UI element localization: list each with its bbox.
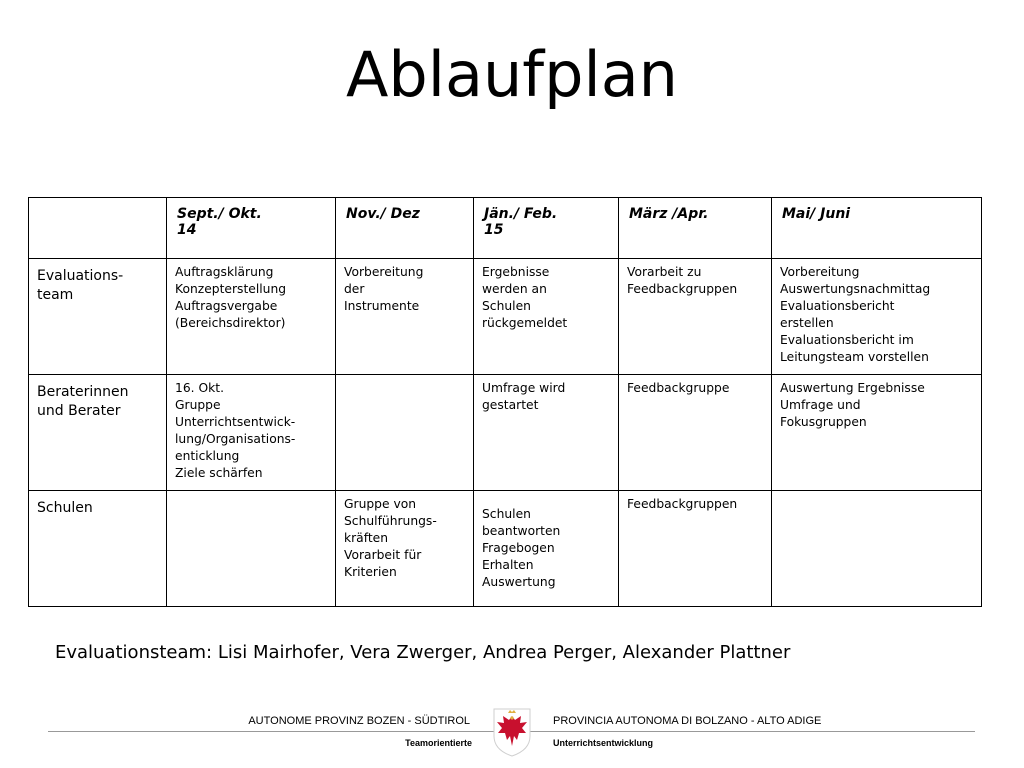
cell-schulen-nov [336, 491, 474, 607]
cell-text-line: Evaluationsbericht [780, 299, 895, 313]
cell-text-line: gestartet [482, 398, 539, 412]
cell-schulen-maerz [619, 491, 772, 607]
cell-text-line: (Bereichsdirektor) [175, 316, 286, 330]
cell-text-line: kräften [344, 531, 389, 545]
cell-text-line: Umfrage wird [482, 381, 566, 395]
cell-evaluationsteam-jan [474, 259, 619, 375]
cell-text-line: rückgemeldet [482, 316, 568, 330]
cell-text-line: Feedbackgruppe [627, 381, 730, 395]
cell-text-line: Umfrage und [780, 398, 861, 412]
cell-text-line: Beraterinnen [37, 384, 129, 400]
cell-berater-maerz [619, 375, 772, 491]
cell-text-line: Kriterien [344, 565, 397, 579]
cell-text-line: Feedbackgruppen [627, 497, 738, 511]
schedule-table [28, 197, 982, 607]
cell-spacer [482, 496, 610, 506]
page-title: Ablaufplan [346, 38, 678, 111]
cell-text-line: Nov./ Dez [346, 206, 420, 222]
cell-text-line: werden an [482, 282, 547, 296]
cell-text-line: Schulführungs- [344, 514, 437, 528]
cell-text-line: Schulen [482, 507, 531, 521]
cell-text-line: März /Apr. [629, 206, 709, 222]
cell-text-line: Auftragsvergabe [175, 299, 278, 313]
row-label-evaluationsteam [29, 259, 167, 375]
team-members-text: Evaluationsteam: Lisi Mairhofer, Vera Zwerger, Andrea Perger, Alexander Plattner [55, 642, 791, 663]
cell-text-line: Vorarbeit zu [627, 265, 702, 279]
cell-text-line: Ergebnisse [482, 265, 550, 279]
header-sept-okt [167, 198, 336, 259]
cell-evaluationsteam-nov [336, 259, 474, 375]
cell-berater-mai [772, 375, 982, 491]
table-row [29, 259, 982, 375]
cell-text-line: Schulen [37, 500, 93, 516]
cell-text-line: Vorbereitung [344, 265, 424, 279]
cell-text-line: und Berater [37, 403, 121, 419]
cell-text-line: enticklung [175, 449, 240, 463]
cell-text-line: Instrumente [344, 299, 420, 313]
cell-evaluationsteam-maerz [619, 259, 772, 375]
cell-text-line: lung/Organisations- [175, 432, 296, 446]
cell-schulen-sept [167, 491, 336, 607]
cell-text-line: beantworten [482, 524, 561, 538]
cell-text-line: Fragebogen [482, 541, 555, 555]
cell-text-line: Fokusgruppen [780, 415, 867, 429]
cell-berater-jan [474, 375, 619, 491]
footer-province-italian: PROVINCIA AUTONOMA DI BOLZANO - ALTO ADIGE [553, 715, 822, 727]
cell-text-line: Vorbereitung [780, 265, 860, 279]
cell-text-line: Erhalten [482, 558, 534, 572]
cell-text-line: Schulen [482, 299, 531, 313]
header-nov-dez [336, 198, 474, 259]
cell-text-line: Auswertungsnachmittag [780, 282, 931, 296]
table-row [29, 491, 982, 607]
cell-text-line: Auswertung Ergebnisse [780, 381, 925, 395]
cell-text-line: Unterrichtsentwick- [175, 415, 296, 429]
footer-subtitle-right: Unterrichtsentwicklung [553, 738, 654, 748]
cell-evaluationsteam-sept [167, 259, 336, 375]
table-header-row [29, 198, 982, 259]
header-mai-juni [772, 198, 982, 259]
header-maerz-apr [619, 198, 772, 259]
cell-text-line: Gruppe [175, 398, 221, 412]
cell-text-line: 15 [484, 222, 504, 238]
cell-text-line: Mai/ Juni [782, 206, 851, 222]
cell-text-line: der [344, 282, 365, 296]
cell-text-line: Vorarbeit für [344, 548, 422, 562]
row-label-schulen [29, 491, 167, 607]
cell-text-line: 14 [177, 222, 197, 238]
footer-subtitle-left: Teamorientierte [405, 738, 472, 748]
cell-text-line: Konzepterstellung [175, 282, 287, 296]
cell-text-line: Feedbackgruppen [627, 282, 738, 296]
cell-berater-nov [336, 375, 474, 491]
cell-evaluationsteam-mai [772, 259, 982, 375]
cell-text-line: Auswertung [482, 575, 556, 589]
cell-text-line: erstellen [780, 316, 834, 330]
footer-province-german: AUTONOME PROVINZ BOZEN - SÜDTIROL [248, 715, 470, 727]
cell-text-line: Sept./ Okt. [177, 206, 262, 222]
cell-schulen-jan [474, 491, 619, 607]
cell-berater-sept [167, 375, 336, 491]
header-empty [29, 198, 167, 259]
cell-text-line: Jän./ Feb. [484, 206, 558, 222]
cell-text-line: 16. Okt. [175, 381, 224, 395]
cell-text-line: Evaluationsbericht im [780, 333, 914, 347]
cell-text-line: Gruppe von [344, 497, 417, 511]
cell-text-line: Evaluations- [37, 268, 124, 284]
cell-text-line: team [37, 287, 74, 303]
eagle-emblem-icon [490, 706, 534, 758]
cell-schulen-mai [772, 491, 982, 607]
cell-text-line: Ziele schärfen [175, 466, 263, 480]
cell-text-line: Leitungsteam vorstellen [780, 350, 929, 364]
cell-text-line: Auftragsklärung [175, 265, 274, 279]
table-row [29, 375, 982, 491]
header-jan-feb [474, 198, 619, 259]
row-label-berater [29, 375, 167, 491]
